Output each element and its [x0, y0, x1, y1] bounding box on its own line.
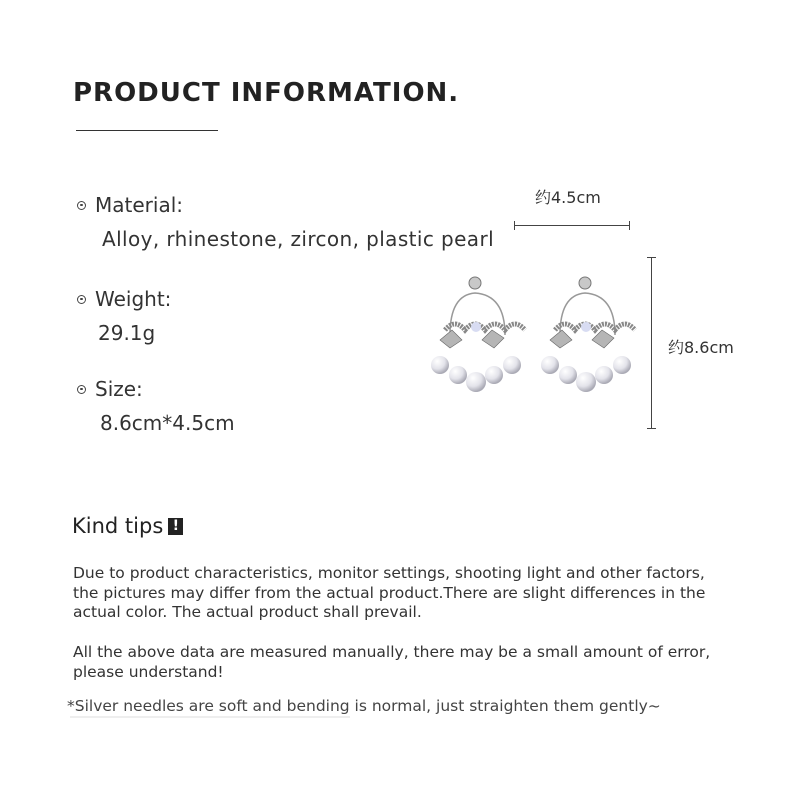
- width-dimension-label: 约4.5cm: [535, 188, 601, 207]
- earrings-product-image: [420, 265, 650, 405]
- height-dimension-line: [651, 257, 652, 429]
- height-dimension-label: 约8.6cm: [668, 338, 734, 357]
- exclamation-icon: !: [168, 518, 183, 535]
- weight-value: 29.1g: [98, 321, 156, 345]
- size-value: 8.6cm*4.5cm: [100, 411, 235, 435]
- target-bullet-icon: [77, 295, 86, 304]
- spec-weight: [77, 287, 171, 345]
- disclaimer-paragraph-measurement: All the above data are measured manually, there may be a small amount of error, please understand!: [73, 643, 711, 681]
- kind-tips-label: Kind tips: [72, 514, 164, 538]
- disclaimer-paragraph-color: Due to product characteristics, monitor settings, shooting light and other factors, the pictures may differ from the actual product.There are slight differences in the actual color. The actual product shall prevail.: [73, 564, 706, 621]
- target-bullet-icon: [77, 385, 86, 394]
- size-label: Size:: [95, 377, 143, 401]
- width-dimension-line: [514, 225, 630, 226]
- material-label: Material:: [95, 193, 183, 217]
- note-highlight: [70, 716, 350, 718]
- material-value: Alloy, rhinestone, zircon, plastic pearl: [102, 227, 495, 251]
- weight-label: Weight:: [95, 287, 172, 311]
- spec-material: [77, 193, 494, 251]
- spec-size: [77, 377, 235, 435]
- silver-needle-note: *Silver needles are soft and bending is normal, just straighten them gently~: [67, 697, 661, 715]
- target-bullet-icon: [77, 201, 86, 210]
- title-divider: [76, 130, 218, 131]
- right-earring: [541, 277, 635, 392]
- kind-tips-heading: [72, 514, 183, 538]
- left-earring: [431, 277, 525, 392]
- page-title: PRODUCT INFORMATION.: [73, 78, 460, 108]
